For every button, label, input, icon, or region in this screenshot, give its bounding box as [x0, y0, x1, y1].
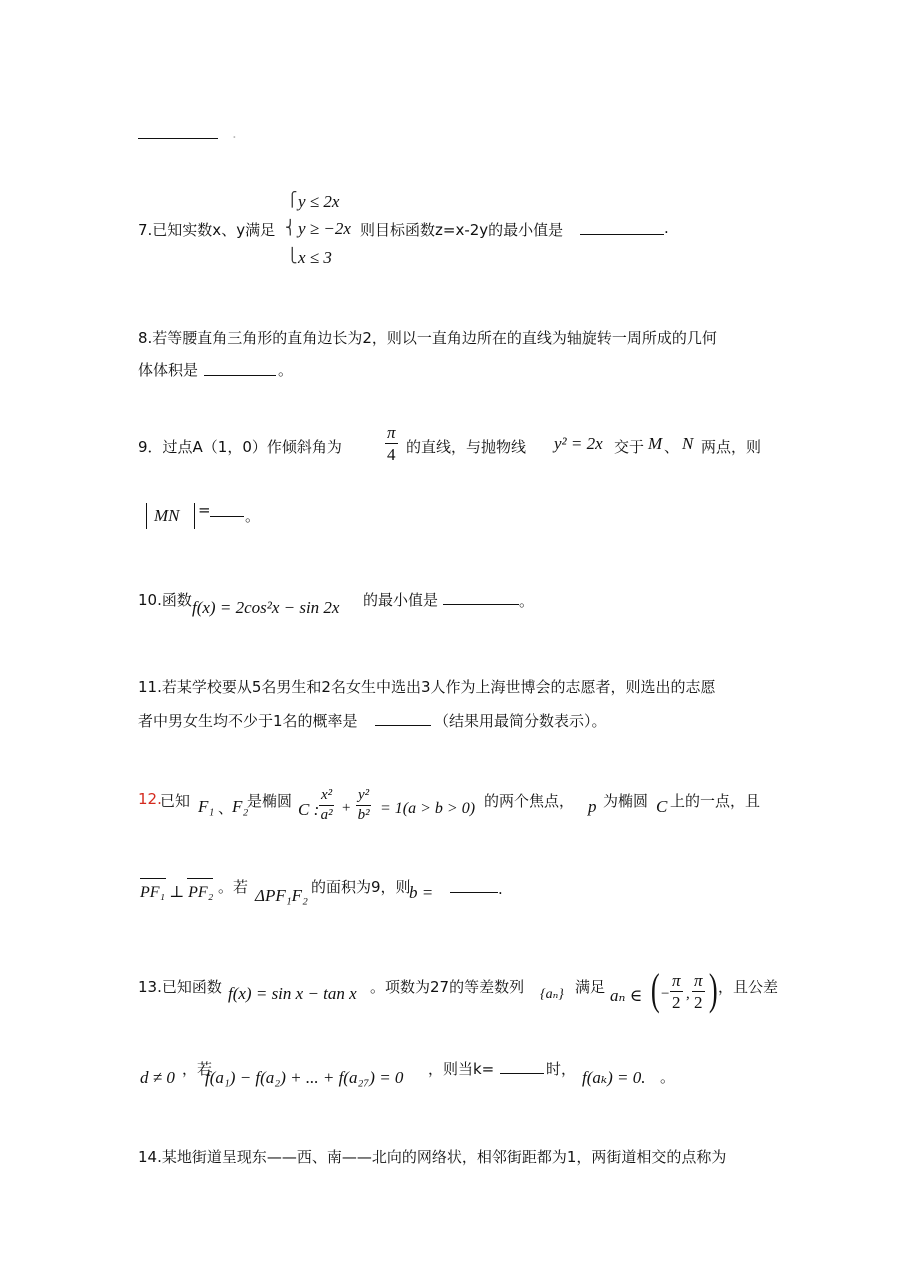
- q13-two-right: 2: [694, 993, 703, 1012]
- q12-vec2-bar: [187, 878, 213, 879]
- q9-text-2: 的直线，与抛物线: [406, 438, 527, 456]
- q12-tail: .: [498, 880, 503, 898]
- q11-answer-blank: [375, 709, 431, 726]
- q12-number: 12.: [138, 790, 162, 808]
- q6-answer-blank: [138, 122, 218, 139]
- q7-brace-bot: ⎩: [287, 249, 298, 264]
- q11-tail: （结果用最简分数表示）。: [434, 712, 607, 730]
- q13-frac-right: [692, 972, 705, 1011]
- q12-triangle: ΔPF₁F₂: [255, 886, 308, 905]
- q12-condition: = 1(a > b > 0): [380, 800, 476, 817]
- q13-text-6: ，则当k=: [428, 1060, 495, 1078]
- q9-pi: π: [387, 423, 396, 442]
- q12-b-equals: b =: [409, 883, 434, 902]
- q9-answer-blank: [210, 500, 244, 517]
- q13-text-4: ，且公差: [718, 978, 779, 996]
- q12-sep: 、: [218, 799, 234, 817]
- q12-text-3: 的两个焦点，: [484, 792, 575, 810]
- q12-b2: b²: [357, 807, 370, 823]
- q14-line-1: 14.某地街道呈现东——西、南——北向的网络状，相邻街距都为1，两街道相交的点称为: [138, 1148, 727, 1166]
- q13-minus: −: [661, 986, 670, 1002]
- q12-y2: y²: [356, 788, 371, 806]
- q12-a2: a²: [320, 807, 333, 823]
- q13-text-7: 时，: [546, 1060, 577, 1078]
- q12-text-5: 上的一点，且: [670, 792, 761, 810]
- q12-text-2: 是椭圆: [247, 792, 293, 810]
- q11-line-1: 11.若某学校要从5名男生和2名女生中选出3人作为上海世博会的志愿者，则选出的志愿: [138, 678, 716, 696]
- q7-constraint-1: y ≤ 2x: [298, 192, 340, 211]
- q12-text-7: 的面积为9，则: [311, 878, 411, 896]
- q13-sequence: {aₙ}: [540, 987, 564, 1002]
- q12-c: C: [656, 797, 668, 816]
- q13-text-5: ，若: [182, 1060, 213, 1078]
- q8-tail: 。: [278, 361, 294, 379]
- q7-brace-top: ⎧: [287, 193, 298, 208]
- q9-abs-left-bar: [146, 503, 147, 529]
- q12-answer-blank: [450, 876, 498, 893]
- q13-frac-left: [670, 972, 683, 1011]
- q12-plus: +: [342, 800, 351, 816]
- q6-tail: .: [232, 124, 237, 142]
- q9-equals: =: [198, 501, 211, 519]
- q9-pi-over-4: [385, 424, 398, 463]
- q9-tail: 。: [245, 507, 261, 525]
- q13-label: 13.已知函数: [138, 978, 222, 996]
- q13-pi-left: π: [672, 971, 681, 990]
- q10-label: 10.函数: [138, 591, 192, 609]
- q7-label: 7.已知实数x、y满足: [138, 221, 276, 239]
- q8-line-2: 体体积是: [138, 361, 199, 379]
- q8-line-1: 8.若等腰直角三角形的直角边长为2，则以一直角边所在的直线为轴旋转一周所成的几何: [138, 329, 717, 347]
- q13-sum-equation: f(a₁) − f(a₂) + ... + f(a₂₇) = 0: [205, 1068, 404, 1087]
- q13-answer-blank: [500, 1057, 544, 1074]
- q13-d-nonzero: d ≠ 0: [140, 1068, 175, 1087]
- q13-tail: 。: [660, 1068, 676, 1086]
- q13-fk-zero: f(aₖ) = 0.: [582, 1068, 646, 1087]
- q9-text-1: 9．过点A（1，0）作倾斜角为: [138, 438, 342, 456]
- q10-function: f(x) = 2cos²x − sin 2x: [192, 598, 340, 617]
- q13-pi-right: π: [694, 971, 703, 990]
- q9-abs-mn: MN: [154, 506, 180, 525]
- q8-answer-blank: [204, 359, 276, 376]
- q11-line-2: 者中男女生均不少于1名的概率是: [138, 712, 358, 730]
- q9-text-3: 交于: [614, 438, 645, 456]
- q12-vec1-bar: [140, 878, 166, 879]
- q7-tail: .: [664, 219, 669, 237]
- q12-text-1: 已知: [160, 792, 191, 810]
- q12-ellipse-c: C :: [298, 800, 320, 819]
- q9-point-n: N: [682, 434, 694, 453]
- q12-frac-y: [356, 788, 371, 823]
- q13-text-3: 满足: [575, 978, 606, 996]
- q13-text-2: 。项数为27的等差数列: [370, 978, 525, 996]
- q9-parabola: y² = 2x: [554, 434, 603, 453]
- q12-point-p: p: [588, 797, 597, 816]
- q7-objective-text: 则目标函数z=x-2y的最小值是: [360, 221, 564, 239]
- q10-text-2: 的最小值是: [363, 591, 439, 609]
- q10-answer-blank: [443, 588, 519, 605]
- q13-two-left: 2: [672, 993, 681, 1012]
- q12-x2: x²: [319, 788, 334, 806]
- q12-perp-condition: PF₁ ⊥ PF₂: [140, 884, 214, 901]
- q13-comma: ,: [686, 986, 690, 1002]
- q12-text-6: 。若: [218, 878, 249, 896]
- q9-abs-right-bar: [194, 503, 195, 529]
- q7-answer-blank: [580, 218, 664, 235]
- q12-focus-f1: F₁: [198, 797, 215, 816]
- q10-tail: 。: [519, 592, 535, 610]
- q7-constraint-3: x ≤ 3: [298, 248, 332, 267]
- q12-text-4: 为椭圆: [603, 792, 649, 810]
- q7-constraint-2: y ≥ −2x: [298, 219, 351, 238]
- q12-frac-x: [319, 788, 334, 823]
- q13-an-in: aₙ ∈: [610, 986, 643, 1005]
- q13-function: f(x) = sin x − tan x: [228, 984, 357, 1003]
- q13-paren-right: ): [708, 965, 718, 1014]
- q9-point-m: M: [648, 434, 663, 453]
- q7-brace-mid: ⎨: [285, 221, 296, 236]
- q9-text-4: 两点，则: [701, 438, 762, 456]
- q13-paren-left: (: [650, 965, 660, 1014]
- q12-focus-f2: F₂: [232, 797, 249, 816]
- q9-four: 4: [387, 445, 396, 464]
- q9-sep: 、: [664, 438, 680, 456]
